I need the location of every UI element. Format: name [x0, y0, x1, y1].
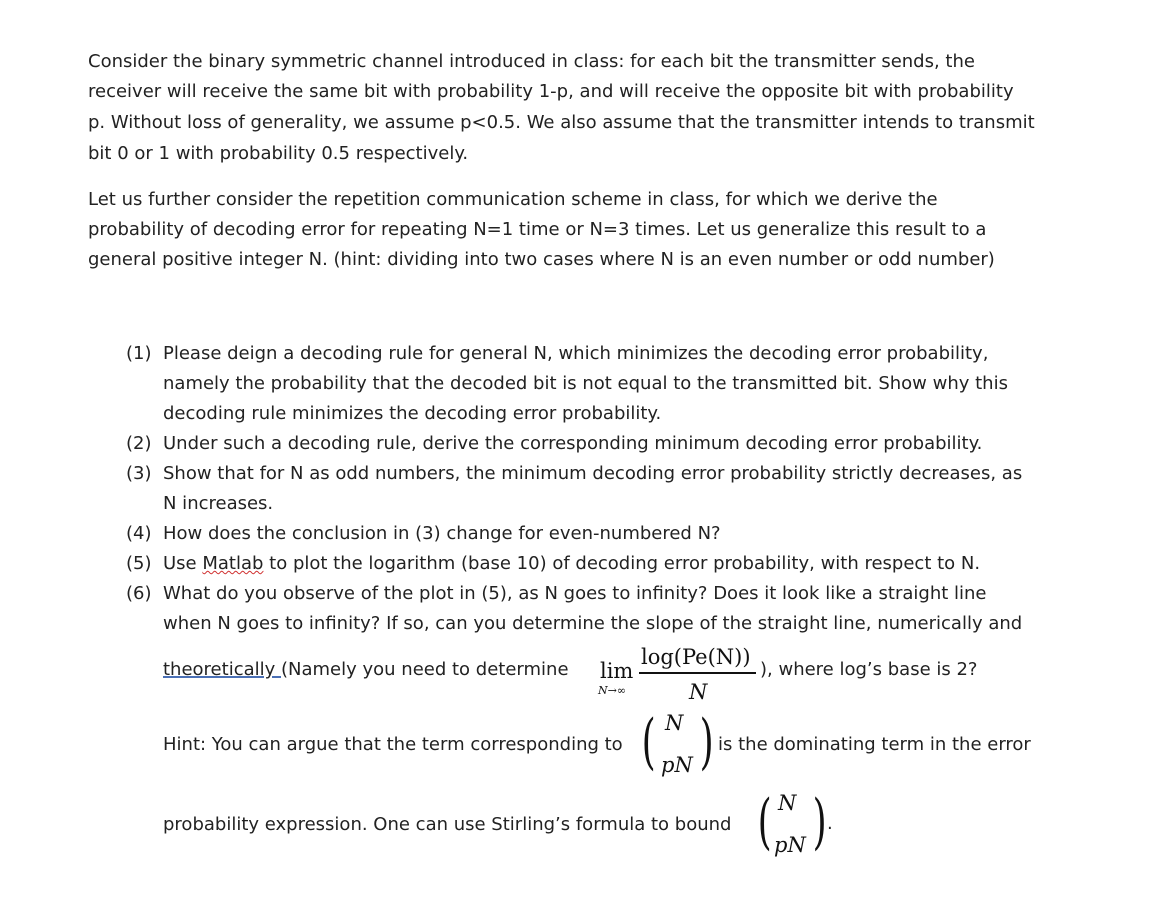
question-text: Use [163, 553, 203, 574]
intro-line: p. Without loss of generality, we assume p<0.5. We also assume that the transmitter intends to transmit [88, 112, 1035, 133]
q6-continuation [163, 658, 569, 682]
q6-after-text: ), where log’s base is 2? [760, 659, 978, 680]
question-line: Under such a decoding rule, derive the corresponding minimum decoding error probability. [163, 433, 983, 454]
binom-top: N [778, 791, 797, 815]
underlined-word: theoretically [163, 659, 281, 680]
question-line: What do you observe of the plot in (5), as N goes to infinity? Does it look like a straight line [163, 583, 987, 604]
q6-text: (Namely you need to determine [281, 659, 569, 680]
question-line: namely the probability that the decoded bit is not equal to the transmitted bit. Show why this [163, 373, 1008, 394]
hint-text: Hint: You can argue that the term corresponding to [163, 734, 623, 755]
fraction-bar [639, 672, 756, 674]
further-line: Let us further consider the repetition communication scheme in class, for which we derive the [88, 189, 938, 210]
lim-subscript: N→∞ [598, 684, 627, 697]
question-line: decoding rule minimizes the decoding error probability. [163, 403, 662, 424]
question-line: Please deign a decoding rule for general N, which minimizes the decoding error probability, [163, 343, 989, 364]
further-line: general positive integer N. (hint: dividing into two cases where N is an even number or odd number) [88, 249, 995, 270]
binom-top: N [665, 711, 684, 735]
left-paren: ( [757, 787, 772, 857]
spellcheck-flagged-word[interactable]: Matlab [202, 553, 264, 574]
left-paren: ( [641, 707, 656, 777]
fraction-numerator: log(Pe(N)) [641, 645, 751, 669]
intro-line: receiver will receive the same bit with probability 1-p, and will receive the opposite bit with probability [88, 81, 1014, 102]
binom-bottom: pN [774, 833, 806, 857]
question-line: N increases. [163, 493, 274, 514]
question-number: (4) [126, 523, 152, 544]
question-number: (2) [126, 433, 152, 454]
hint-text: is the dominating term in the error [718, 734, 1031, 755]
lim-operator: lim [600, 659, 634, 683]
fraction-denominator: N [689, 680, 708, 704]
question-number: (6) [126, 583, 152, 604]
question-number: (1) [126, 343, 152, 364]
further-line: probability of decoding error for repeating N=1 time or N=3 times. Let us generalize this result to a [88, 219, 987, 240]
question-line: Show that for N as odd numbers, the minimum decoding error probability strictly decreases, as [163, 463, 1023, 484]
binom-bottom: pN [661, 753, 693, 777]
question-text: to plot the logarithm (base 10) of decoding error probability, with respect to N. [263, 553, 981, 574]
question-number: (3) [126, 463, 152, 484]
hint-period: . [827, 813, 833, 834]
question-line: when N goes to infinity? If so, can you determine the slope of the straight line, numerically and [163, 613, 1023, 634]
intro-line: Consider the binary symmetric channel introduced in class: for each bit the transmitter sends, the [88, 51, 975, 72]
question-line [163, 552, 980, 576]
question-line: How does the conclusion in (3) change for even-numbered N? [163, 523, 721, 544]
right-paren: ) [699, 707, 714, 777]
question-number: (5) [126, 553, 152, 574]
right-paren: ) [812, 787, 827, 857]
intro-line: bit 0 or 1 with probability 0.5 respectively. [88, 143, 469, 164]
hint-text: probability expression. One can use Stirling’s formula to bound [163, 814, 732, 835]
